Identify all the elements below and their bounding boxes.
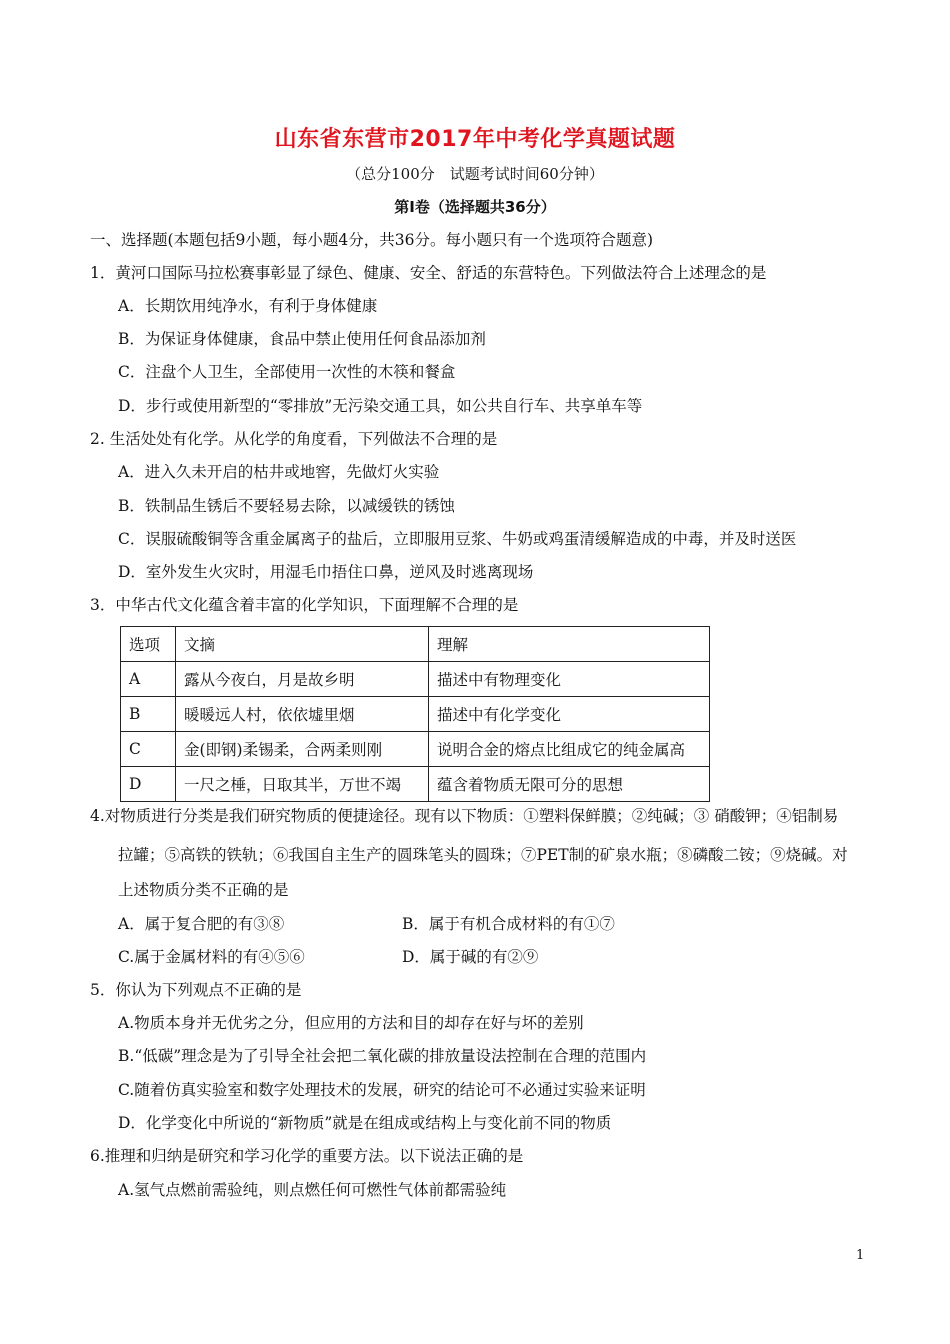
question-2-option-b: B．铁制品生锈后不要轻易去除，以减缓铁的锈蚀 [118,497,455,515]
table-cell: 描述中有物理变化 [429,662,710,697]
table-row [121,767,710,802]
table-cell: 描述中有化学变化 [429,697,710,732]
table-row [121,732,710,767]
question-4-option-a: A．属于复合肥的有③⑧ [118,915,285,933]
table-row [121,697,710,732]
table-cell: C [121,732,176,767]
question-5-option-c: C.随着仿真实验室和数字处理技术的发展，研究的结论可不必通过实验来证明 [118,1081,646,1099]
question-1-option-b: B．为保证身体健康，食品中禁止使用任何食品添加剂 [118,330,486,348]
question-1-stem: 1．黄河口国际马拉松赛事彰显了绿色、健康、安全、舒适的东营特色。下列做法符合上述理念的是 [90,264,767,282]
question-4-stem-line-2: 拉罐；⑤高铁的铁轨；⑥我国自主生产的圆珠笔头的圆珠；⑦PET制的矿泉水瓶；⑧磷酸二铵；⑨烧碱。对 [118,846,848,864]
question-6-option-a: A.氢气点燃前需验纯，则点燃任何可燃性气体前都需验纯 [118,1181,507,1199]
question-1-option-a: A．长期饮用纯净水，有利于身体健康 [118,297,378,315]
table-cell: 金(即钢)柔锡柔，合两柔则刚 [176,732,429,767]
question-3-table [120,626,710,802]
question-4-option-d: D．属于碱的有②⑨ [402,948,539,966]
table-cell: 说明合金的熔点比组成它的纯金属高 [429,732,710,767]
table-cell: 暖暖远人村，依依墟里烟 [176,697,429,732]
question-5-option-a: A.物质本身并无优劣之分，但应用的方法和目的却存在好与坏的差别 [118,1014,584,1032]
question-2-option-c: C．误服硫酸铜等含重金属离子的盐后，立即服用豆浆、牛奶或鸡蛋清缓解造成的中毒，并及时送医 [118,530,797,548]
table-cell: A [121,662,176,697]
page-number: 1 [856,1248,865,1263]
exam-subtitle: （总分100分 试题考试时间60分钟） [346,165,604,183]
question-5-stem: 5．你认为下列观点不正确的是 [90,981,302,999]
question-6-stem: 6.推理和归纳是研究和学习化学的重要方法。以下说法正确的是 [90,1147,524,1165]
table-cell: 露从今夜白，月是故乡明 [176,662,429,697]
exam-title: 山东省东营市2017年中考化学真题试题 [274,127,676,152]
question-2-stem: 2. 生活处处有化学。从化学的角度看，下列做法不合理的是 [90,430,498,448]
table-cell: 蕴含着物质无限可分的思想 [429,767,710,802]
table-header-cell: 选项 [121,627,176,662]
table-row [121,662,710,697]
question-3-stem: 3．中华古代文化蕴含着丰富的化学知识，下面理解不合理的是 [90,596,519,614]
table-cell: D [121,767,176,802]
question-5-option-d: D．化学变化中所说的“新物质”就是在组成或结构上与变化前不同的物质 [118,1114,612,1132]
instructions: 一、选择题(本题包括9小题，每小题4分，共36分。每小题只有一个选项符合题意) [90,231,654,249]
question-2-option-a: A．进入久未开启的枯井或地窖，先做灯火实验 [118,463,440,481]
question-4-stem-line-3: 上述物质分类不正确的是 [118,881,289,899]
table-header-row [121,627,710,662]
section-title: 第Ⅰ卷（选择题共36分） [394,198,556,216]
question-5-option-b: B.“低碳”理念是为了引导全社会把二氧化碳的排放量设法控制在合理的范围内 [118,1047,647,1065]
question-2-option-d: D．室外发生火灾时，用湿毛巾捂住口鼻，逆风及时逃离现场 [118,563,534,581]
question-4-option-b: B．属于有机合成材料的有①⑦ [402,915,615,933]
table-cell: B [121,697,176,732]
table-header-cell: 文摘 [176,627,429,662]
table-header-cell: 理解 [429,627,710,662]
table-cell: 一尺之棰，日取其半，万世不竭 [176,767,429,802]
question-4-option-c: C.属于金属材料的有④⑤⑥ [118,948,305,966]
question-4-stem-line-1: 4.对物质进行分类是我们研究物质的便捷途径。现有以下物质：①塑料保鲜膜；②纯碱；③ 硝酸钾；④铝制易 [90,807,839,825]
question-1-option-d: D．步行或使用新型的“零排放”无污染交通工具，如公共自行车、共享单车等 [118,397,643,415]
question-1-option-c: C．注盘个人卫生，全部使用一次性的木筷和餐盒 [118,363,456,381]
